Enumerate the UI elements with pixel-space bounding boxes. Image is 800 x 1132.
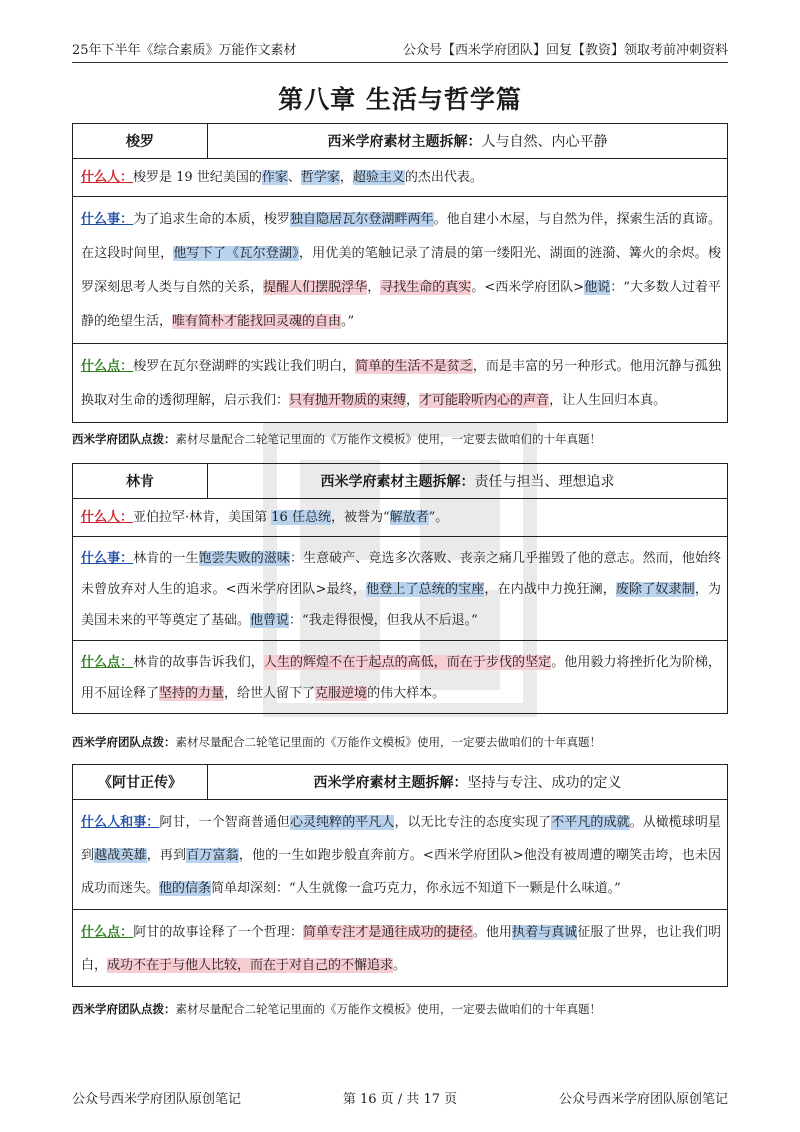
tip-line-1: 西米学府团队点拨：素材尽量配合二轮笔记里面的《万能作文模板》使用，一定要去做咱们的十年真题！ (72, 432, 601, 446)
who-row: 什么人：亚伯拉罕·林肯，美国第 16 任总统，被誉为“解放者”。 (73, 499, 727, 537)
card-header (73, 124, 727, 159)
card-header (73, 765, 727, 800)
page-number: 第 16 页 / 共 17 页 (342, 1092, 458, 1107)
what-row: 什么事：为了追求生命的本质，梭罗独自隐居瓦尔登湖畔两年。他自建小木屋，与自然为伴，探索生活的真谛。在这段时间里，他写下了《瓦尔登湖》，用优美的笔触记录了清晨的第一缕阳光、湖面的涟漪、篝火的余烬。梭罗深刻思考人类与自然的关系，提醒人们摆脱浮华，寻找生命的真实。<西米学府团队>他说：“大多数人过着平静的绝望生活，唯有简朴才能找回灵魂的自由。” (73, 197, 727, 344)
card-subject: 《阿甘正传》 (73, 765, 208, 799)
material-card-lincoln (72, 463, 728, 714)
page-header (72, 36, 728, 63)
card-header (73, 464, 727, 499)
who-row: 什么人：梭罗是 19 世纪美国的作家、哲学家，超验主义的杰出代表。 (73, 159, 727, 197)
who-what-row: 什么人和事：阿甘，一个智商普通但心灵纯粹的平凡人，以无比专注的态度实现了不平凡的成就。从橄榄球明星到越战英雄，再到百万富翁，他的一生如跑步般直奔前方。<西米学府团队>他没有被周遭的嘲笑击垮，也未因成功而迷失。他的信条简单却深刻：“人生就像一盒巧克力，你永远不知道下一颗是什么味道。” (73, 800, 727, 910)
card-subject: 林肯 (73, 464, 208, 498)
tip-line-3: 西米学府团队点拨：素材尽量配合二轮笔记里面的《万能作文模板》使用，一定要去做咱们的十年真题！ (72, 1002, 601, 1016)
card-theme: 西米学府素材主题拆解： 责任与担当、理想追求 (320, 474, 615, 490)
point-row: 什么点：林肯的故事告诉我们，人生的辉煌不在于起点的高低，而在于步伐的坚定。他用毅力将挫折化为阶梯，用不屈诠释了坚持的力量，给世人留下了克服逆境的伟大样本。 (81, 655, 721, 701)
material-card-thoreau (72, 123, 728, 423)
point-row: 什么点：梭罗在瓦尔登湖畔的实践让我们明白，简单的生活不是贫乏，而是丰富的另一种形式。他用沉静与孤独换取对生命的透彻理解，启示我们：只有抛开物质的束缚，才可能聆听内心的声音，让人生回归本真。 (81, 359, 721, 408)
header-left: 25年下半年《综合素质》万能作文素材 (72, 43, 297, 58)
card-subject: 梭罗 (73, 124, 208, 158)
chapter-title: 第八章 生活与哲学篇 (278, 85, 522, 114)
footer-right: 公众号西米学府团队原创笔记 (558, 1092, 728, 1107)
point-row: 什么点：阿甘的故事诠释了一个哲理：简单专注才是通往成功的捷径。他用执着与真诚征服了世界，也让我们明白，成功不在于与他人比较，而在于对自己的不懈追求。 (81, 925, 721, 973)
what-row: 什么事：林肯的一生饱尝失败的滋味：生意破产、竞选多次落败、丧亲之痛几乎摧毁了他的意志。然而，他始终未曾放弃对人生的追求。<西米学府团队>最终，他登上了总统的宝座，在内战中力挽狂澜，废除了奴隶制，为美国未来的平等奠定了基础。他曾说：“我走得很慢，但我从不后退。” (73, 537, 727, 641)
header-right: 公众号【西米学府团队】回复【教资】领取考前冲刺资料 (402, 43, 728, 58)
tip-line-2: 西米学府团队点拨：素材尽量配合二轮笔记里面的《万能作文模板》使用，一定要去做咱们的十年真题！ (72, 735, 601, 749)
material-card-forrest-gump (72, 764, 728, 987)
footer-left: 公众号西米学府团队原创笔记 (72, 1092, 242, 1107)
card-theme: 西米学府素材主题拆解： 坚持与专注、成功的定义 (313, 775, 622, 791)
card-theme: 西米学府素材主题拆解： 人与自然、内心平静 (327, 134, 608, 150)
page-footer (72, 1088, 728, 1107)
